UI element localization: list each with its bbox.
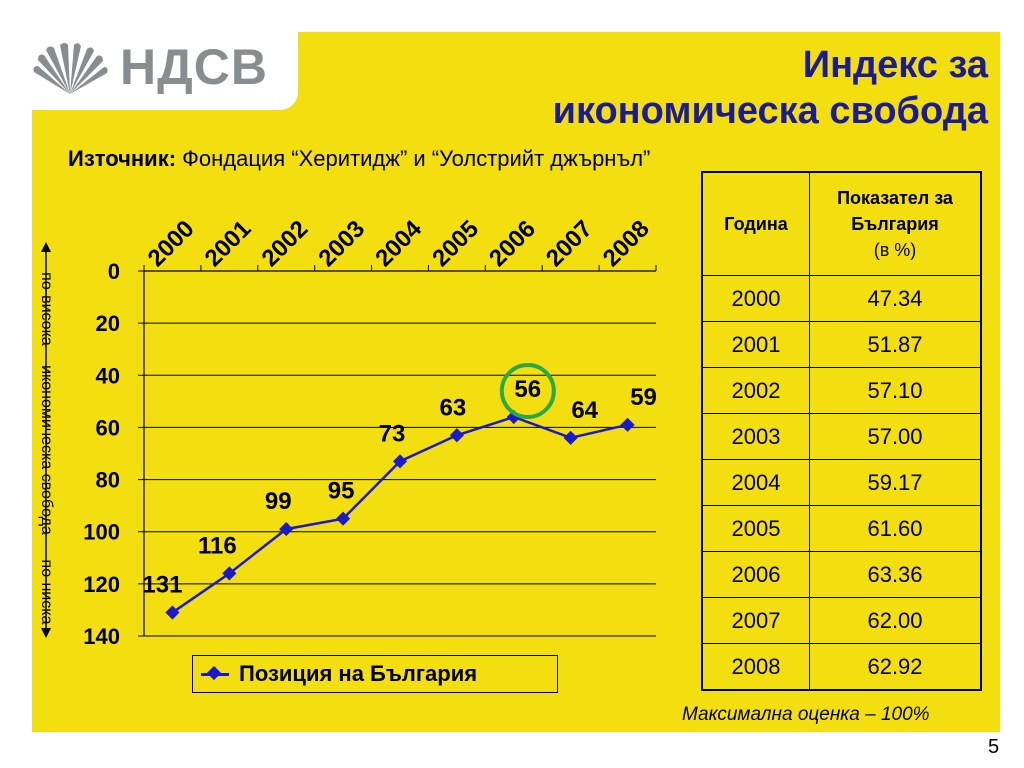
data-point xyxy=(564,431,578,445)
data-label: 59 xyxy=(630,383,657,411)
y-tick-label: 80 xyxy=(95,467,120,493)
cell-year: 2004 xyxy=(702,460,810,506)
legend-diamond-icon xyxy=(207,666,221,680)
table-row xyxy=(702,552,981,598)
max-score-note: Максимална оценка – 100% xyxy=(682,704,930,725)
y-label-top: по-висока xyxy=(38,272,55,346)
title-line-2: икономическа свобода xyxy=(552,90,988,132)
table-row xyxy=(702,276,981,322)
table-row xyxy=(702,598,981,644)
header-value-line-2: България xyxy=(851,214,939,234)
score-table xyxy=(701,171,982,691)
x-tick-label: 2007 xyxy=(540,215,598,273)
y-tick-label: 60 xyxy=(95,415,120,441)
table-row xyxy=(702,460,981,506)
y-tick-label: 20 xyxy=(95,311,120,337)
data-point xyxy=(165,605,179,619)
cell-year: 2001 xyxy=(702,322,810,368)
y-arrow-up xyxy=(41,242,51,252)
header-value-line-3: (в %) xyxy=(873,240,917,260)
title-line-1: Индекс за xyxy=(802,44,988,86)
data-label: 73 xyxy=(378,420,406,448)
legend-label: Позиция на България xyxy=(239,661,478,686)
cell-value: 47.34 xyxy=(810,276,982,322)
x-tick-label: 2005 xyxy=(427,215,485,273)
x-tick-label: 2001 xyxy=(199,215,257,273)
data-label: 95 xyxy=(327,477,355,505)
cell-value: 59.17 xyxy=(810,460,982,506)
table-row xyxy=(702,322,981,368)
header-value xyxy=(810,172,982,276)
data-point xyxy=(450,428,464,442)
cell-value: 61.60 xyxy=(810,506,982,552)
cell-year: 2007 xyxy=(702,598,810,644)
table-header-row xyxy=(702,172,981,276)
cell-year: 2005 xyxy=(702,506,810,552)
header-value-line-1: Показател за xyxy=(837,188,953,208)
data-label: 131 xyxy=(142,571,183,599)
x-tick-label: 2006 xyxy=(484,215,541,273)
page-number: 5 xyxy=(988,736,1000,758)
x-tick-label: 2008 xyxy=(597,215,655,273)
y-label-middle: икономическа свобода xyxy=(38,365,55,535)
x-tick-label: 2002 xyxy=(256,215,314,273)
table-row xyxy=(702,368,981,414)
y-tick-label: 140 xyxy=(83,624,120,649)
cell-value: 57.00 xyxy=(810,414,982,460)
cell-value: 51.87 xyxy=(810,322,982,368)
cell-year: 2002 xyxy=(702,368,810,414)
data-point xyxy=(620,418,634,432)
y-tick-label: 100 xyxy=(83,519,120,545)
cell-value: 57.10 xyxy=(810,368,982,414)
header-year: Година xyxy=(702,172,810,276)
cell-year: 2008 xyxy=(702,644,810,691)
data-label: 116 xyxy=(197,532,237,560)
chart-legend xyxy=(192,655,558,693)
data-label: 99 xyxy=(264,488,292,516)
data-label: 64 xyxy=(571,396,599,424)
x-tick-label: 2004 xyxy=(370,215,428,273)
y-label-bottom: по-ниска xyxy=(38,559,55,625)
data-label: 56 xyxy=(514,376,542,403)
source-text: Фондация “Херитидж” и “Уолстрийт джърнъл” xyxy=(182,146,651,171)
cell-value: 62.00 xyxy=(810,598,982,644)
table-row xyxy=(702,644,981,691)
cell-year: 2006 xyxy=(702,552,810,598)
cell-value: 63.36 xyxy=(810,552,982,598)
y-tick-label: 0 xyxy=(107,259,120,284)
y-arrow-down xyxy=(41,628,51,638)
x-tick-label: 2000 xyxy=(142,215,200,273)
cell-year: 2000 xyxy=(702,276,810,322)
table-row xyxy=(702,506,981,552)
y-tick-label: 120 xyxy=(83,571,120,597)
source-label: Източник: xyxy=(68,146,177,171)
cell-value: 62.92 xyxy=(810,644,982,691)
x-tick-label: 2003 xyxy=(313,215,371,273)
data-label: 63 xyxy=(439,394,467,422)
logo-text: НДСВ xyxy=(120,39,268,95)
cell-year: 2003 xyxy=(702,414,810,460)
y-tick-label: 40 xyxy=(95,363,120,389)
table-row xyxy=(702,414,981,460)
